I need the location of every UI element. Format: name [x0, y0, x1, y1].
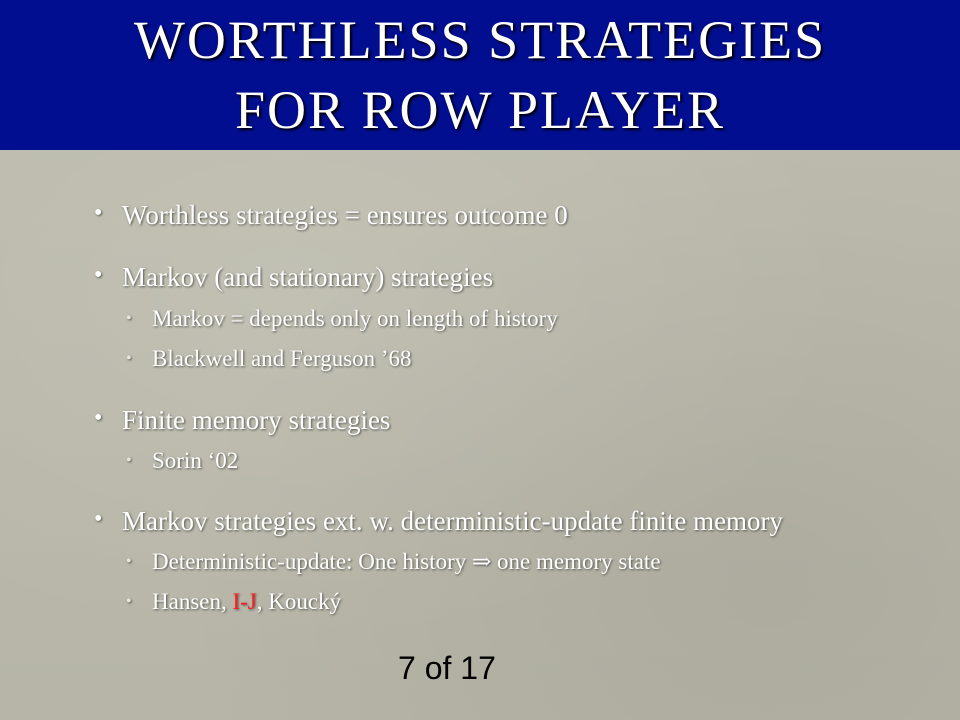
bullet-dot: • [94, 506, 103, 532]
slide-title-line-1: WORTHLESS STRATEGIES [133, 10, 827, 70]
bullet-finite-memory: Finite memory strategies [122, 405, 391, 435]
sub-bullet-dot: • [126, 452, 132, 469]
slide-page-counter: 7 of 17 [398, 650, 496, 686]
author-koucky: , Koucký [256, 589, 342, 614]
bullet-markov-strategies: Markov (and stationary) strategies [122, 262, 494, 292]
bullet-worthless-strategies: Worthless strategies = ensures outcome 0 [122, 200, 568, 230]
sub-bullet-dot: • [126, 553, 132, 570]
bullet-dot: • [94, 200, 103, 226]
sub-bullet-dot: • [126, 593, 132, 610]
sub-bullet-dot: • [126, 350, 132, 367]
sub-bullet-blackwell-ferguson: Blackwell and Ferguson ’68 [152, 346, 412, 371]
sub-bullet-dot: • [126, 310, 132, 327]
sub-bullet-sorin: Sorin ‘02 [152, 448, 239, 473]
sub-bullet-deterministic-update: Deterministic-update: One history ⇒ one memory state [152, 549, 661, 574]
author-hansen: Hansen, [152, 589, 233, 614]
sub-bullet-markov-definition: Markov = depends only on length of history [152, 306, 558, 331]
bullet-markov-ext: Markov strategies ext. w. deterministic-update finite memory [122, 506, 784, 536]
bullet-dot: • [94, 262, 103, 288]
slide-title-line-2: FOR ROW PLAYER [234, 80, 726, 140]
author-i-j: I-J [232, 589, 257, 614]
bullet-dot: • [94, 405, 103, 431]
sub-bullet-authors [152, 589, 341, 615]
